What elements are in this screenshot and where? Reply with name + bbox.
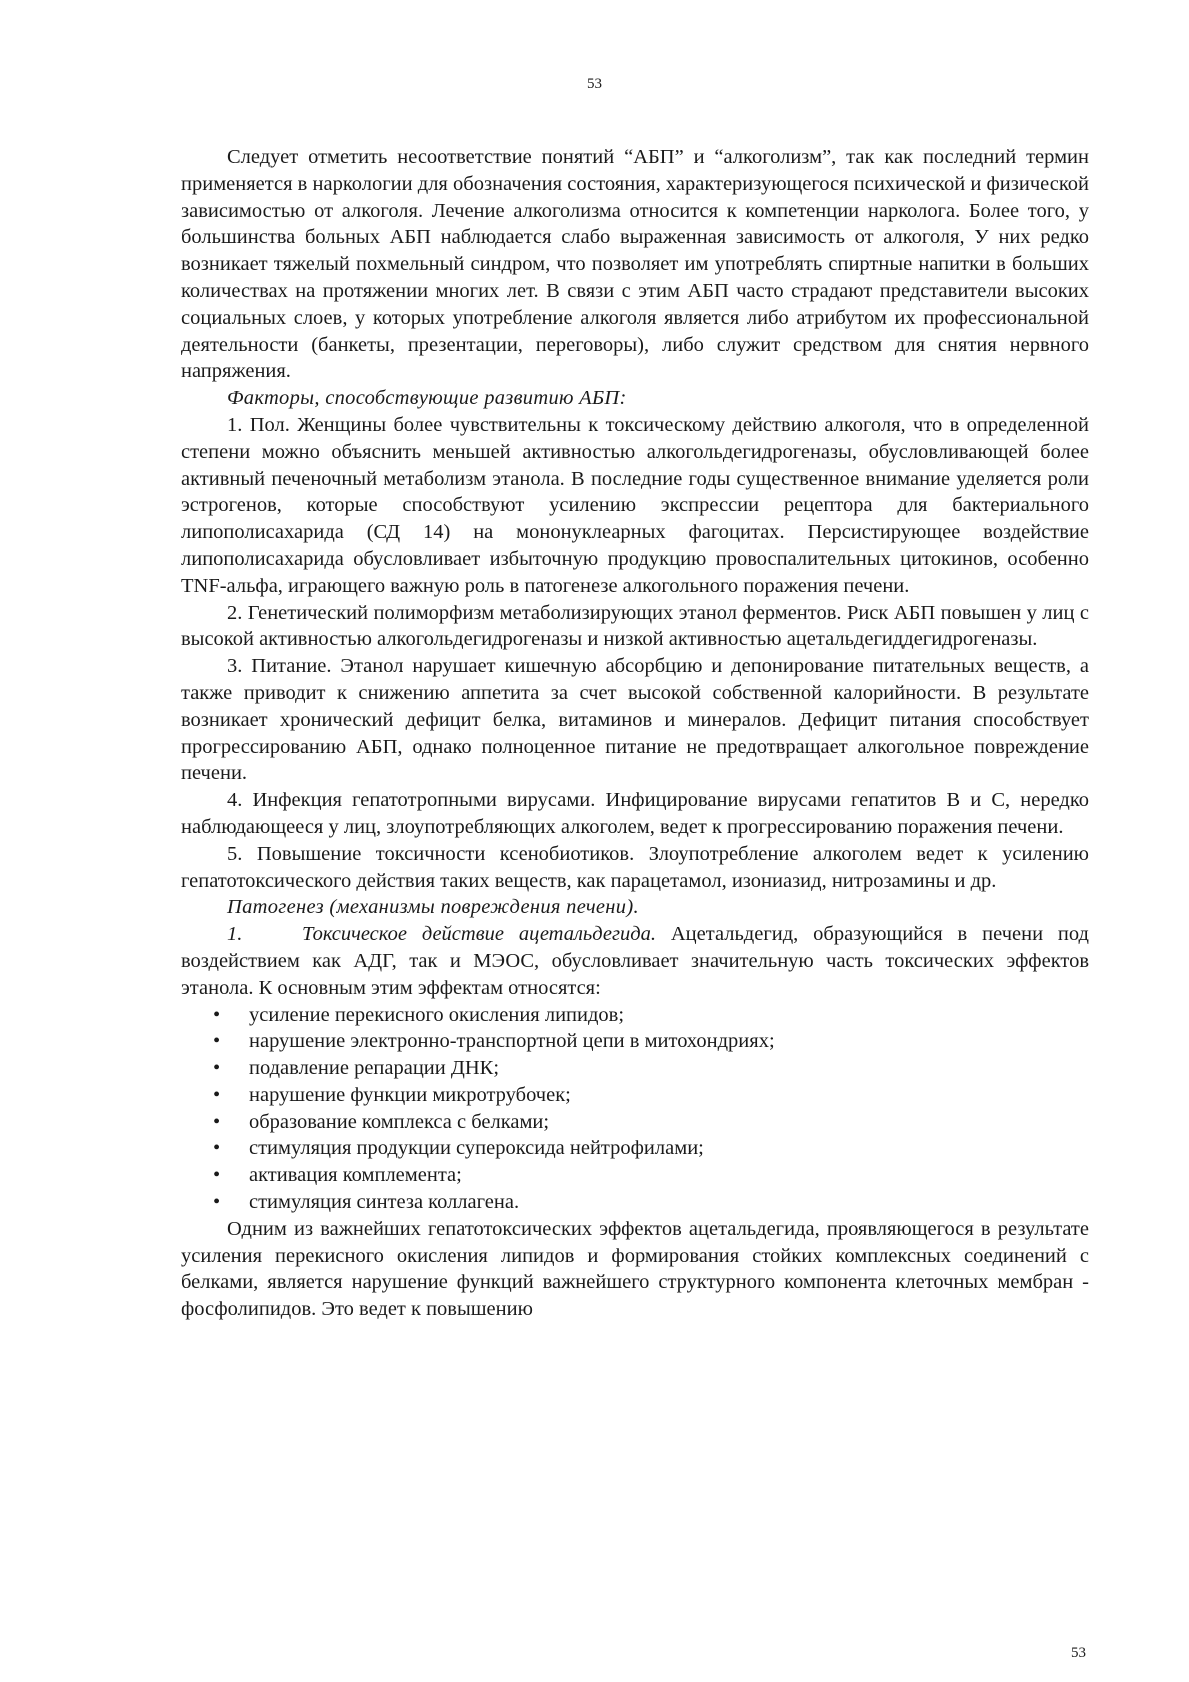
bullet-icon: • <box>213 1003 221 1026</box>
list-item: • нарушение функции микротрубочек; <box>213 1082 1089 1109</box>
bullet-icon: • <box>213 1164 221 1187</box>
factor-paragraph-3: 3. Питание. Этанол нарушает кишечную абсорбцию и депонирование питательных веществ, а также приводит к снижению аппетита за счет высокой собственной калорийности. В результате возникает хронический дефицит белка, витаминов и минералов. Дефицит питания способствует прогрессированию АБП, однако полноценное питание не предотвращает алкогольное повреждение печени. <box>181 655 1089 785</box>
closing-paragraph: Одним из важнейших гепатотоксических эффектов ацетальдегида, проявляющегося в результате усиления перекисного окисления липидов и формирования стойких комплексных соединений с белками, является нарушение функций важнейшего структурного компонента клеточных мембран - фосфолипидов. Это ведет к повышению <box>181 1217 1089 1321</box>
pathogenesis-item-text: Ацетальдегид, образующийся в печени под воздействием как АДГ, так и МЭОС, обусловливает значительную часть токсических эффектов этанола. К основным этим эффектам относятся: <box>181 923 1089 999</box>
page-body <box>181 144 1089 1323</box>
bullet-icon: • <box>213 1057 221 1080</box>
bullet-icon: • <box>213 1191 221 1214</box>
list-item: • стимуляция синтеза коллагена. <box>213 1189 1089 1216</box>
pathogenesis-item-number: 1. <box>227 923 243 946</box>
factor-paragraph-4: 4. Инфекция гепатотропными вирусами. Инфицирование вирусами гепатитов В и С, нередко наблюдающееся у лиц, злоупотребляющих алкоголем, ведет к прогрессированию поражения печени. <box>181 789 1089 838</box>
list-item: • нарушение электронно-транспортной цепи в митохондриях; <box>213 1028 1089 1055</box>
pathogenesis-item-1 <box>181 921 1089 1001</box>
list-item: • подавление репарации ДНК; <box>213 1055 1089 1082</box>
pathogenesis-heading: Патогенез (механизмы повреждения печени). <box>227 896 639 919</box>
page-number-top: 53 <box>587 76 602 92</box>
bullet-icon: • <box>213 1137 221 1160</box>
list-item: • стимуляция продукции супероксида нейтрофилами; <box>213 1135 1089 1162</box>
page-number-bottom: 53 <box>1071 1645 1086 1661</box>
factor-paragraph-5: 5. Повышение токсичности ксенобиотиков. Злоупотребление алкоголем ведет к усилению гепатотоксического действия таких веществ, как парацетамол, изониазид, нитрозамины и др. <box>181 842 1089 892</box>
pathogenesis-item-title: Токсическое действие ацетальдегида. <box>302 923 656 946</box>
bullet-icon: • <box>213 1030 221 1053</box>
bullet-icon: • <box>213 1083 221 1106</box>
factor-paragraph-2: 2. Генетический полиморфизм метаболизирующих этанол ферментов. Риск АБП повышен у лиц с высокой активностью алкогольдегидрогеназы и низкой активностью ацетальдегиддегидрогеназы. <box>181 601 1089 651</box>
list-item: • усиление перекисного окисления липидов; <box>213 1002 1089 1029</box>
list-item: • активация комплемента; <box>213 1162 1089 1189</box>
factors-heading: Факторы, способствующие развитию АБП: <box>227 387 627 410</box>
list-item: • образование комплекса с белками; <box>213 1109 1089 1136</box>
factor-paragraph-1: 1. Пол. Женщины более чувствительны к токсическому действию алкоголя, что в определенной степени можно объяснить меньшей активностью алкогольдегидрогеназы, обусловливающей более активный печеночный метаболизм этанола. В последние годы существенное внимание уделяется роли эстрогенов, которые способствуют усилению экспрессии рецептора для бактериального липополисахарида (СД 14) на мононуклеарных фагоцитах. Персистирующее воздействие липополисахарида обусловливает избыточную продукцию провоспалительных цитокинов, особенно TNF-альфа, играющего важную роль в патогенезе алкогольного поражения печени. <box>181 413 1089 597</box>
bullet-icon: • <box>213 1110 221 1133</box>
intro-paragraph: Следует отметить несоответствие понятий “АБП” и “алкоголизм”, так как последний термин применяется в наркологии для обозначения состояния, характеризующегося психической и физической зависимостью от алкоголя. Лечение алкоголизма относится к компетенции нарколога. Более того, у большинства больных АБП наблюдается слабо выраженная зависимость от алкоголя, У них редко возникает тяжелый похмельный синдром, что позволяет им употреблять спиртные напитки в больших количествах на протяжении многих лет. В связи с этим АБП часто страдают представители высоких социальных слоев, у которых употребление алкоголя является либо атрибутом их профессиональной деятельности (банкеты, презентации, переговоры), либо служит средством для снятия нервного напряжения. <box>181 146 1089 383</box>
effects-list <box>181 1002 1089 1216</box>
